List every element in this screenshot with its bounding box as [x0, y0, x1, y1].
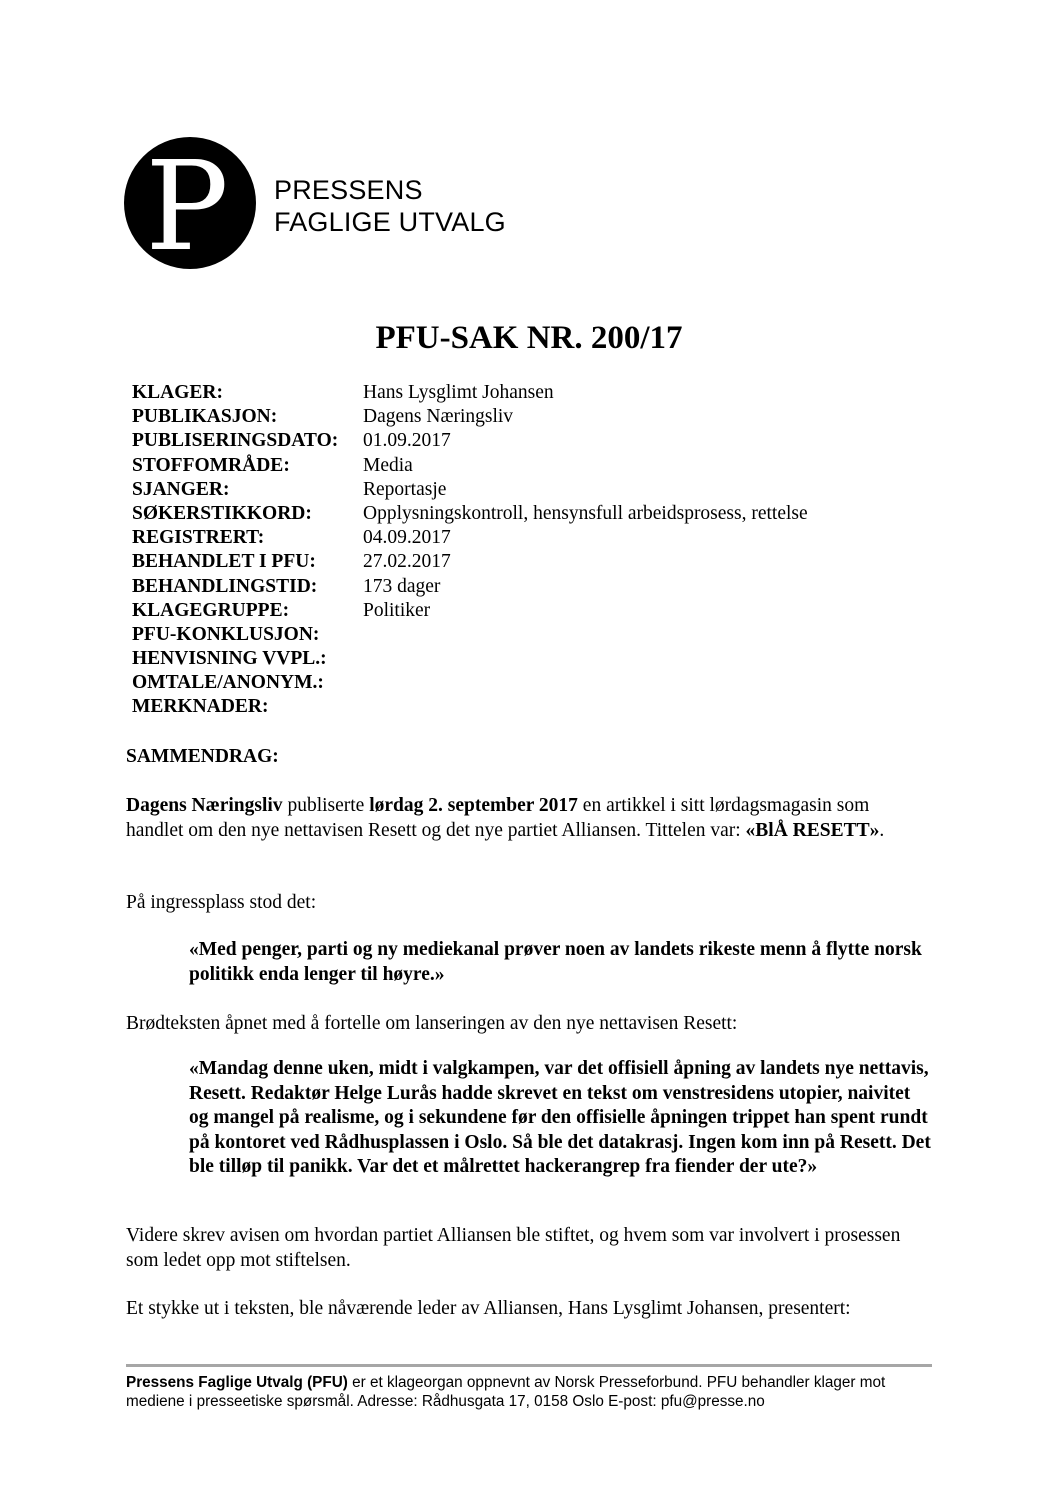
meta-row-omtale: [132, 671, 932, 695]
meta-value: Politiker: [363, 599, 431, 621]
logo-glyph: P: [145, 137, 229, 269]
publication-date: lørdag 2. september 2017: [369, 795, 578, 816]
meta-value: Hans Lysglimt Johansen: [363, 382, 554, 403]
logo-wordmark: [274, 174, 506, 238]
meta-label: KLAGER:: [132, 382, 224, 403]
meta-label: KLAGEGRUPPE:: [132, 599, 290, 621]
meta-value: 04.09.2017: [363, 527, 451, 549]
case-metadata-table: [132, 381, 932, 720]
meta-label: SØKERSTIKKORD:: [132, 502, 312, 524]
meta-label: MERKNADER:: [132, 696, 269, 718]
meta-row-klagegruppe: [132, 599, 932, 623]
meta-label: PUBLISERINGSDATO:: [132, 430, 339, 452]
pfu-logo: [124, 137, 256, 269]
meta-label: PFU-KONKLUSJON:: [132, 623, 320, 645]
quote-body: «Mandag denne uken, midt i valgkampen, var det offisiell åpning av landets nye nettavis, Resett. Redaktør Helge Lurås hadde skrevet en tekst om venstresidens utopier, naivitet og mangel på realisme, og i sekundene før den offisielle åpningen trippet han spent rundt på kontoret ved Rådhusplassen i Oslo. Så ble det datakrasj. Ingen kom inn på Resett. Det ble tilløp til panikk. Var det et målrettet hackerangrep fra fiender der ute?»: [189, 1058, 931, 1177]
meta-value: 173 dager: [363, 575, 441, 597]
meta-row-behandlet: [132, 550, 932, 574]
meta-label: OMTALE/ANONYM.:: [132, 672, 324, 694]
footer-org-name: Pressens Faglige Utvalg (PFU): [126, 1374, 348, 1391]
meta-row-publikasjon: [132, 405, 932, 429]
meta-row-stoffomrade: [132, 454, 932, 478]
logo-line-2: FAGLIGE UTVALG: [274, 207, 506, 237]
meta-value: 27.02.2017: [363, 551, 451, 573]
meta-label: BEHANDLET I PFU:: [132, 551, 316, 573]
meta-value: Media: [363, 454, 413, 476]
meta-label: SJANGER:: [132, 478, 230, 500]
meta-row-konklusjon: [132, 623, 932, 647]
meta-row-behandlingstid: [132, 575, 932, 599]
meta-label: REGISTRERT:: [132, 527, 265, 549]
meta-row-sjanger: [132, 478, 932, 502]
summary-paragraph-body-intro: Brødteksten åpnet med å fortelle om lanseringen av den nye nettavisen Resett:: [126, 1013, 738, 1034]
meta-row-henvisning: [132, 647, 932, 671]
meta-value: Reportasje: [363, 478, 447, 500]
footer-text: er et klageorgan oppnevnt av Norsk Presseforbund. PFU behandler klager mot mediene i presseetiske spørsmål. Adresse: Rådhusgata 17, 0158 Oslo E-post: pfu@presse.no: [126, 1374, 886, 1410]
meta-value: Dagens Næringsliv: [363, 406, 514, 428]
meta-row-merknader: [132, 695, 932, 719]
meta-label: PUBLIKASJON:: [132, 406, 278, 428]
article-headline: «BlÅ RESETT»: [745, 820, 880, 841]
meta-value: 01.09.2017: [363, 430, 451, 452]
case-title: PFU-SAK NR. 200/17: [375, 320, 683, 356]
summary-heading: SAMMENDRAG:: [126, 746, 279, 767]
publication-name: Dagens Næringsliv: [126, 795, 283, 816]
summary-paragraph-ingress-intro: På ingressplass stod det:: [126, 892, 317, 913]
meta-label: BEHANDLINGSTID:: [132, 575, 318, 597]
meta-row-klager: [132, 381, 932, 405]
summary-paragraph-alliansen: Videre skrev avisen om hvordan partiet Alliansen ble stiftet, og hvem som var involvert i prosessen som ledet opp mot stiftelsen.: [126, 1225, 901, 1271]
meta-row-registrert: [132, 526, 932, 550]
summary-paragraph-leader: Et stykke ut i teksten, ble nåværende leder av Alliansen, Hans Lysglimt Johansen, presentert:: [126, 1298, 851, 1319]
meta-label: HENVISNING VVPL.:: [132, 648, 327, 670]
logo-line-1: PRESSENS: [274, 175, 423, 205]
pfu-logo-mark: [124, 137, 256, 269]
summary-paragraph-intro: Dagens Næringsliv publiserte lørdag 2. september 2017 en artikkel i sitt lørdagsmagasin som handlet om den nye nettavisen Resett og det nye partiet Alliansen. Tittelen var: «BlÅ RESETT».: [126, 795, 885, 841]
meta-row-sokerstikkord: [132, 502, 932, 526]
meta-label: STOFFOMRÅDE:: [132, 454, 290, 476]
footer-divider: [126, 1364, 932, 1367]
meta-value: Opplysningskontroll, hensynsfull arbeidsprosess, rettelse: [363, 502, 808, 524]
meta-row-publiseringsdato: [132, 429, 932, 453]
quote-ingress: «Med penger, parti og ny mediekanal prøver noen av landets rikeste menn å flytte norsk politikk enda lenger til høyre.»: [189, 939, 922, 985]
footer: [126, 1373, 936, 1411]
